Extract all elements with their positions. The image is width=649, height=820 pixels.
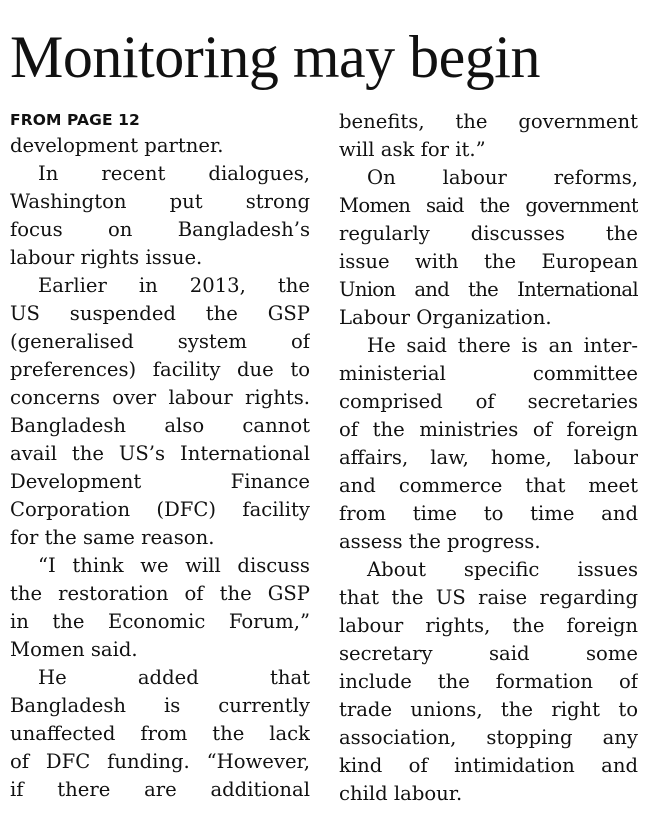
paragraph-line: Development Finance (10, 470, 310, 493)
paragraph-line: Bangladesh is currently (10, 694, 310, 717)
paragraph-line: US suspended the GSP (10, 302, 310, 325)
paragraph-line: labour rights issue. (10, 246, 203, 269)
paragraph-line: issue with the European (339, 250, 638, 273)
paragraph-line: affairs, law, home, labour (339, 446, 638, 469)
paragraph-line: development partner. (10, 134, 224, 157)
paragraph-line: in the Economic Forum,” (10, 610, 310, 633)
paragraph-line: labour rights, the foreign (339, 614, 638, 637)
paragraph-line: Momen said. (10, 638, 138, 661)
article-paragraph (10, 272, 310, 552)
paragraph-line: Corporation (DFC) facility (10, 498, 310, 521)
paragraph-line: of DFC funding. “However, (10, 750, 310, 773)
paragraph-line: benefits, the government (339, 110, 638, 133)
paragraph-line: the restoration of the GSP (10, 582, 310, 605)
article-paragraph (339, 164, 638, 332)
paragraph-line: if there are additional (10, 778, 310, 801)
paragraph-line: unaffected from the lack (10, 722, 310, 745)
paragraph-line: About specific issues (367, 558, 638, 581)
paragraph-line: In recent dialogues, (38, 162, 310, 185)
paragraph-line: comprised of secretaries (339, 390, 638, 413)
paragraph-line: preferences) facility due to (10, 358, 310, 381)
paragraph-line: association, stopping any (339, 726, 638, 749)
headline: Monitoring may begin (10, 24, 540, 90)
paragraph-line: and commerce that meet (339, 474, 638, 497)
paragraph-line: child labour. (339, 782, 463, 805)
paragraph-line: “I think we will discuss (38, 554, 310, 577)
paragraph-line: Earlier in 2013, the (38, 274, 310, 297)
paragraph-line: He added that (38, 666, 310, 689)
article-paragraph (339, 556, 638, 808)
paragraph-line: He said there is an inter- (367, 334, 638, 357)
paragraph-line: for the same reason. (10, 526, 215, 549)
paragraph-line: focus on Bangladesh’s (10, 218, 310, 241)
article-paragraph (10, 132, 310, 160)
continuation-kicker: FROM PAGE 12 (10, 111, 140, 129)
paragraph-line: (generalised system of (10, 330, 310, 353)
paragraph-line: avail the US’s International (10, 442, 310, 465)
article-paragraph (10, 160, 310, 272)
paragraph-line: of the ministries of foreign (339, 418, 638, 441)
article-paragraph (10, 664, 310, 804)
article-column-right (339, 108, 638, 808)
paragraph-line: regularly discusses the (339, 222, 638, 245)
paragraph-line: Momen said the government (339, 194, 638, 217)
paragraph-line: ministerial committee (339, 362, 638, 385)
paragraph-line: Washington put strong (10, 190, 310, 213)
paragraph-line: kind of intimidation and (339, 754, 638, 777)
paragraph-line: Union and the International (339, 278, 638, 301)
paragraph-line: assess the progress. (339, 530, 541, 553)
paragraph-line: trade unions, the right to (339, 698, 638, 721)
paragraph-line: concerns over labour rights. (10, 386, 310, 409)
paragraph-line: On labour reforms, (367, 166, 638, 189)
article-paragraph (339, 108, 638, 164)
paragraph-line: from time to time and (339, 502, 638, 525)
paragraph-line: include the formation of (339, 670, 638, 693)
article-column-left (10, 108, 310, 804)
paragraph-line: secretary said some (339, 642, 638, 665)
paragraph-line: Labour Organization. (339, 306, 552, 329)
paragraph-line: that the US raise regarding (339, 586, 638, 609)
article-paragraph (339, 332, 638, 556)
paragraph-line: will ask for it.” (339, 138, 486, 161)
paragraph-line: Bangladesh also cannot (10, 414, 310, 437)
article-paragraph (10, 552, 310, 664)
